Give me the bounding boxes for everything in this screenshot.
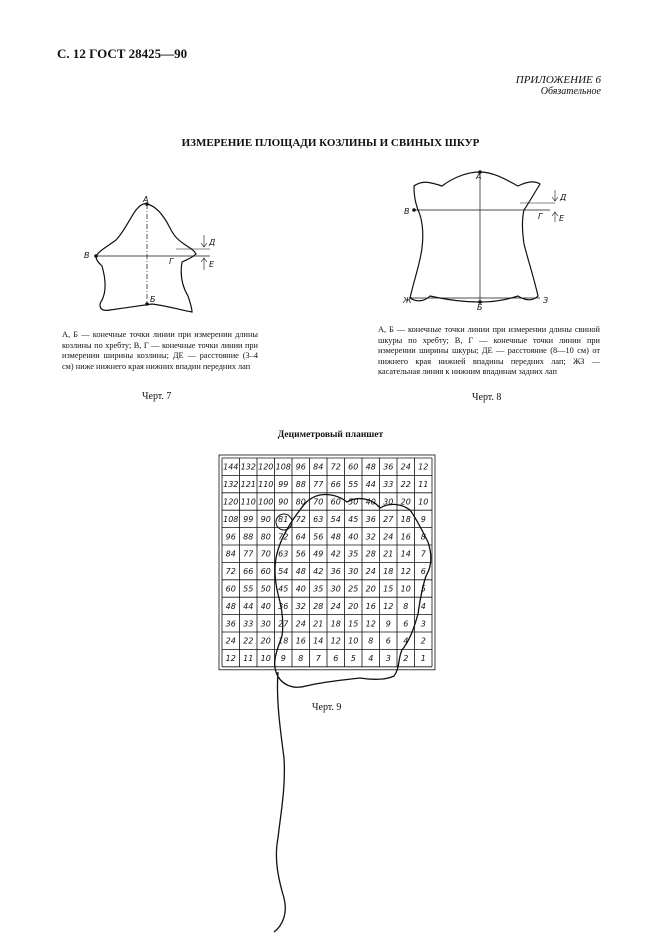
decimeter-grid: [222, 458, 462, 698]
grid-cell: 108: [223, 514, 239, 524]
grid-cell: 22: [243, 636, 254, 646]
grid-cell: 72: [330, 462, 341, 472]
grid-cell: 2: [403, 654, 409, 664]
grid-cell: 18: [278, 636, 289, 646]
grid-cell: 54: [278, 567, 289, 577]
grid-cell: 72: [295, 514, 306, 524]
grid-cell: 6: [420, 567, 426, 577]
fig7-label: Черт. 7: [142, 391, 172, 402]
grid-cell: 33: [243, 619, 254, 629]
fig8-diagram: [400, 160, 575, 315]
grid-cell: 20: [400, 497, 411, 507]
grid-cell: 12: [330, 636, 341, 646]
grid-cell: 56: [295, 549, 306, 559]
grid-cell: 36: [330, 567, 341, 577]
grid-cell: 50: [260, 584, 271, 594]
grid-cell: 18: [330, 619, 341, 629]
grid-cell: 9: [280, 654, 286, 664]
grid-cell: 33: [383, 480, 394, 490]
grid-cell: 88: [243, 532, 254, 542]
grid-cell: 120: [258, 462, 274, 472]
grid-cell: 81: [278, 514, 289, 524]
grid-cell: 1: [420, 654, 426, 664]
grid-cell: 36: [365, 514, 376, 524]
fig8-point-z: З: [543, 296, 549, 305]
grid-cell: 99: [278, 480, 289, 490]
grid-cell: 8: [298, 654, 304, 664]
grid-cell: 70: [313, 497, 324, 507]
grid-cell: 12: [383, 601, 394, 611]
grid-cell: 10: [348, 636, 359, 646]
fig8-caption: А, Б — конечные точки линии при измерении длины свиной шкуры по хребту; В, Г — конечные точки линии при измерении ширины шкуры; ДЕ — расстояние (8—10 см) от нижнего края нижней впадины передних лап; ЖЗ — касательная линия к нижним впадинам задних лап: [378, 325, 600, 376]
grid-cell: 42: [313, 567, 324, 577]
fig7-point-d: Д: [209, 238, 216, 247]
grid-cell: 96: [295, 462, 306, 472]
grid-cell: 15: [383, 584, 394, 594]
grid-cell: 24: [225, 636, 236, 646]
grid-cell: 60: [348, 462, 359, 472]
grid-cell: 60: [330, 497, 341, 507]
grid-cell: 32: [365, 532, 376, 542]
grid-cell: 77: [243, 549, 254, 559]
grid-cell: 5: [420, 584, 426, 594]
grid-cell: 60: [260, 567, 271, 577]
page-title: ИЗМЕРЕНИЕ ПЛОЩАДИ КОЗЛИНЫ И СВИНЫХ ШКУР: [181, 137, 480, 149]
grid-cell: 4: [403, 636, 409, 646]
grid-cell: 25: [348, 584, 359, 594]
grid-cell: 96: [225, 532, 236, 542]
fig7-diagram: [80, 190, 220, 320]
grid-cell: 14: [313, 636, 324, 646]
grid-cell: 55: [348, 480, 359, 490]
grid-cell: 3: [420, 619, 426, 629]
grid-cell: 36: [225, 619, 236, 629]
appendix-block: [516, 74, 601, 98]
grid-cell: 27: [383, 514, 394, 524]
grid-cell: 12: [418, 462, 429, 472]
grid-cell: 21: [383, 549, 394, 559]
grid-cell: 10: [400, 584, 411, 594]
fig8-point-zh: Ж: [403, 296, 412, 305]
fig8-label: Черт. 8: [472, 392, 502, 403]
grid-cell: 100: [258, 497, 274, 507]
grid-cell: 28: [365, 549, 376, 559]
grid-cell: 11: [418, 480, 429, 490]
grid-cell: 45: [278, 584, 289, 594]
grid-cell: 12: [365, 619, 376, 629]
grid-cell: 5: [350, 654, 356, 664]
fig8-point-a: А: [476, 172, 482, 181]
grid-cell: 21: [313, 619, 324, 629]
grid-cell: 66: [243, 567, 254, 577]
page-header: С. 12 ГОСТ 28425—90: [57, 46, 188, 61]
fig8-point-d: Д: [560, 193, 567, 202]
fig7-point-e: Е: [209, 260, 215, 269]
grid-cell: 50: [348, 497, 359, 507]
grid-cell: 16: [400, 532, 411, 542]
grid-cell: 48: [295, 567, 306, 577]
fig8-point-g: Г: [538, 212, 543, 221]
grid-cell: 44: [243, 601, 254, 611]
grid-cell: 24: [400, 462, 411, 472]
grid-cell: 72: [278, 532, 289, 542]
grid-cell: 88: [295, 480, 306, 490]
grid-cell: 10: [418, 497, 429, 507]
grid-cell: 77: [313, 480, 324, 490]
grid-cell: 120: [223, 497, 239, 507]
grid-cell: 144: [223, 462, 239, 472]
grid-cell: 18: [383, 567, 394, 577]
grid-cell: 16: [295, 636, 306, 646]
grid-cell: 36: [383, 462, 394, 472]
fig7-caption: А, Б — конечные точки линии при измерении длины козлины по хребту; В, Г — конечные точки линии при измерении ширины козлины; ДЕ — расстояние (3–4 см) ниже нижнего края нижних впадин передних лап: [62, 330, 258, 371]
grid-cell: 32: [295, 601, 306, 611]
grid-cell: 40: [295, 584, 306, 594]
fig8-point-v: В: [404, 207, 410, 216]
grid-cell: 8: [420, 532, 426, 542]
grid-cell: 9: [385, 619, 391, 629]
fig7-point-b: Б: [150, 295, 156, 304]
grid-cell: 48: [330, 532, 341, 542]
grid-cell: 30: [330, 584, 341, 594]
grid-cell: 27: [278, 619, 289, 629]
appendix-label: ПРИЛОЖЕНИЕ 6: [515, 74, 601, 86]
grid-cell: 36: [278, 601, 289, 611]
grid-cell: 30: [348, 567, 359, 577]
grid-cell: 132: [223, 480, 239, 490]
grid-cell: 40: [348, 532, 359, 542]
grid-cell: 63: [278, 549, 289, 559]
grid-cell: 90: [260, 514, 271, 524]
fig7-point-a: А: [143, 195, 149, 204]
grid-cell: 20: [260, 636, 271, 646]
grid-cell: 11: [243, 654, 254, 664]
grid-cell: 24: [330, 601, 341, 611]
grid-cell: 24: [365, 567, 376, 577]
grid-cell: 28: [313, 601, 324, 611]
grid-cell: 7: [420, 549, 426, 559]
grid-cell: 24: [383, 532, 394, 542]
fig8-skin-outline: [410, 172, 540, 302]
grid-cell: 44: [365, 480, 376, 490]
grid-cell: 15: [348, 619, 359, 629]
fig8-point-b: Б: [477, 303, 483, 312]
grid-cell: 70: [260, 549, 271, 559]
grid-cell: 9: [420, 514, 426, 524]
grid-cell: 40: [260, 601, 271, 611]
grid-cell: 132: [240, 462, 256, 472]
grid-cell: 3: [385, 654, 391, 664]
grid-cell: 8: [403, 601, 409, 611]
grid-cell: 84: [225, 549, 236, 559]
grid-cell: 64: [295, 532, 306, 542]
grid-cell: 90: [278, 497, 289, 507]
skin-outline-on-grid: [274, 495, 431, 932]
grid-cell: 8: [368, 636, 374, 646]
grid-cell: 20: [348, 601, 359, 611]
grid-cell: 4: [368, 654, 374, 664]
grid-cell: 6: [333, 654, 339, 664]
grid-cell: 40: [365, 497, 376, 507]
grid-cell: 10: [260, 654, 271, 664]
grid-cell: 35: [348, 549, 359, 559]
fig7-skin-outline: [96, 204, 196, 312]
grid-cell: 110: [258, 480, 274, 490]
grid-cell: 80: [260, 532, 271, 542]
grid-cell: 42: [330, 549, 341, 559]
grid-cell: 121: [240, 480, 256, 490]
grid-cell: 30: [260, 619, 271, 629]
grid-cell: 4: [420, 601, 426, 611]
fig9-label: Черт. 9: [312, 702, 342, 713]
appendix-status: Обязательное: [540, 86, 601, 97]
grid-cell: 55: [243, 584, 254, 594]
grid-cell: 35: [313, 584, 324, 594]
grid-cell: 72: [225, 567, 236, 577]
grid-cell: 7: [315, 654, 321, 664]
grid-cell: 30: [383, 497, 394, 507]
fig9-heading: Дециметровый планшет: [277, 430, 384, 440]
grid-cell: 56: [313, 532, 324, 542]
grid-cell: 80: [295, 497, 306, 507]
grid-cell: 22: [400, 480, 411, 490]
grid-cell: 84: [313, 462, 324, 472]
grid-cell: 20: [365, 584, 376, 594]
grid-cell: 24: [295, 619, 306, 629]
grid-cell: 6: [403, 619, 409, 629]
grid-cell: 12: [400, 567, 411, 577]
grid-cell: 2: [420, 636, 426, 646]
grid-cell: 18: [400, 514, 411, 524]
grid-cell: 45: [348, 514, 359, 524]
grid-cell: 63: [313, 514, 324, 524]
fig8-point-e: Е: [559, 214, 565, 223]
grid-cell: 14: [400, 549, 411, 559]
grid-cell: 12: [225, 654, 236, 664]
grid-cell: 66: [330, 480, 341, 490]
fig7-point-g: Г: [169, 257, 174, 266]
grid-cell: 110: [240, 497, 256, 507]
grid-cell: 54: [330, 514, 341, 524]
grid-cell: 6: [385, 636, 391, 646]
fig7-point-v: В: [84, 251, 90, 260]
grid-cell: 48: [225, 601, 236, 611]
grid-cell: 48: [365, 462, 376, 472]
grid-cell: 108: [275, 462, 291, 472]
grid-cell: 99: [243, 514, 254, 524]
grid-cell: 60: [225, 584, 236, 594]
grid-cell: 16: [365, 601, 376, 611]
grid-cell: 49: [313, 549, 324, 559]
